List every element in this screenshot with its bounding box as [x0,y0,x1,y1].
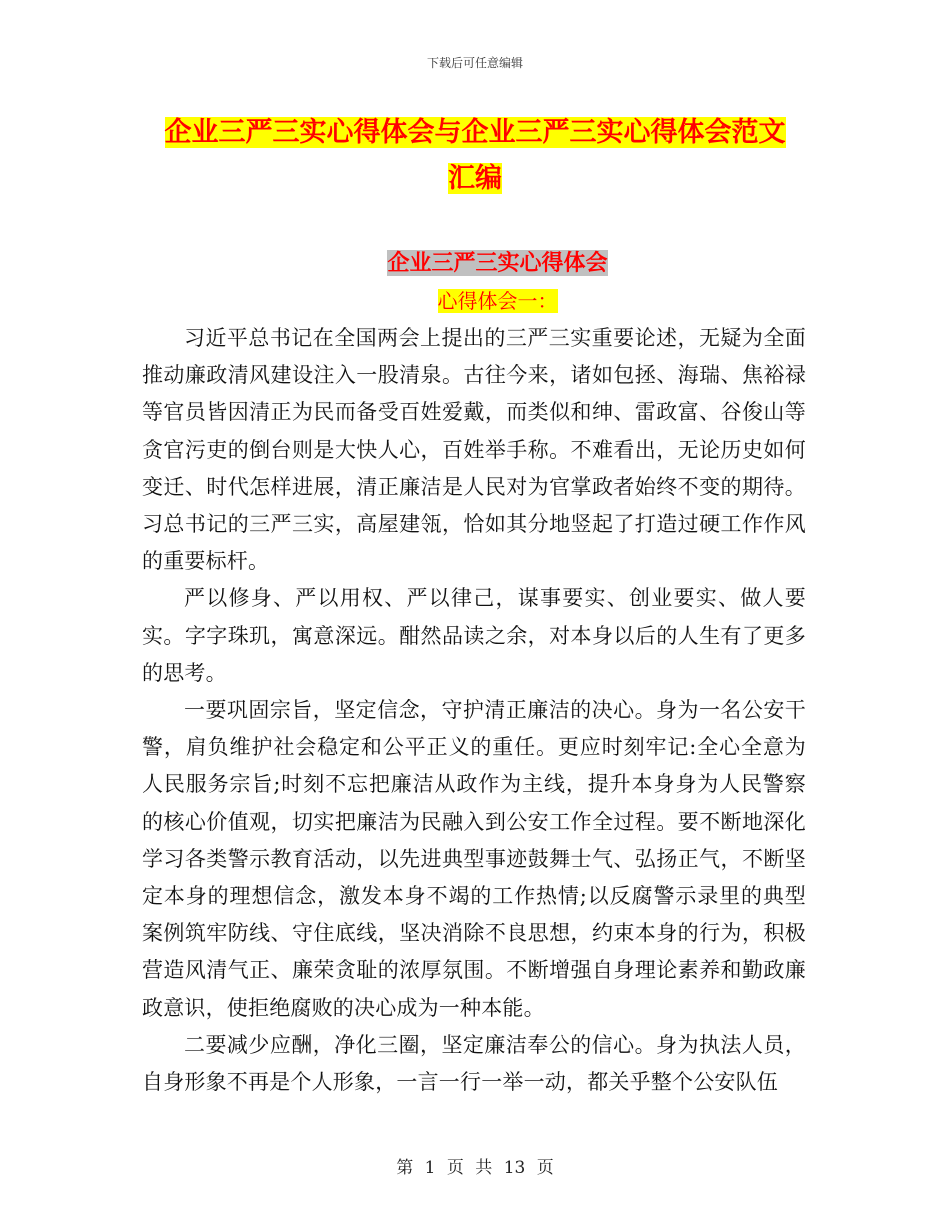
body-text [142,320,806,1101]
document-title [140,110,810,202]
section-title [0,246,950,280]
section-title-text: 企业三严三实心得体会 [387,250,608,276]
paragraph: 二要减少应酬，净化三圈，坚定廉洁奉公的信心。身为执法人员，自身形象不再是个人形象，一言一行一举一动，都关乎整个公安队伍 [142,1032,806,1095]
sub-title-text: 心得体会一： [437,289,558,313]
header-note: 下载后可任意编辑 [426,56,523,70]
page-footer: 第 1 页 共 13 页 [396,1158,554,1178]
document-title-line-2: 汇编 [448,163,502,194]
paragraph: 习近平总书记在全国两会上提出的三严三实重要论述，无疑为全面推动廉政清风建设注入一股清泉。古往今来，诸如包拯、海瑞、焦裕禄等官员皆因清正为民而备受百姓爱戴，而类似和绅、雷政富、谷俊山等贪官污吏的倒台则是大快人心，百姓举手称。不难看出，无论历史如何变迁、时代怎样进展，清正廉洁是人民对为官掌政者始终不变的期待。习总书记的三严三实，高屋建瓴，恰如其分地竖起了打造过硬工作作风的重要标杆。 [142,326,806,574]
paragraph: 严以修身、严以用权、严以律己，谋事要实、创业要实、做人要实。字字珠玑，寓意深远。酣然品读之余，对本身以后的人生有了更多的思考。 [142,586,806,685]
document-title-line-1: 企业三严三实心得体会与企业三严三实心得体会范文 [164,117,786,148]
sub-title [0,286,950,316]
paragraph: 一要巩固宗旨，坚定信念，守护清正廉洁的决心。身为一名公安干警，肩负维护社会稳定和公平正义的重任。更应时刻牢记:全心全意为人民服务宗旨;时刻不忘把廉洁从政作为主线，提升本身身为人民警察的核心价值观，切实把廉洁为民融入到公安工作全过程。要不断地深化学习各类警示教育活动，以先进典型事迹鼓舞士气、弘扬正气，不断坚定本身的理想信念，激发本身不竭的工作热情;以反腐警示录里的典型案例筑牢防线、守住底线，坚决消除不良思想，约束本身的行为，积极营造风清气正、廉荣贪耻的浓厚氛围。不断增强自身理论素养和勤政廉政意识，使拒绝腐败的决心成为一种本能。 [142,698,806,1020]
